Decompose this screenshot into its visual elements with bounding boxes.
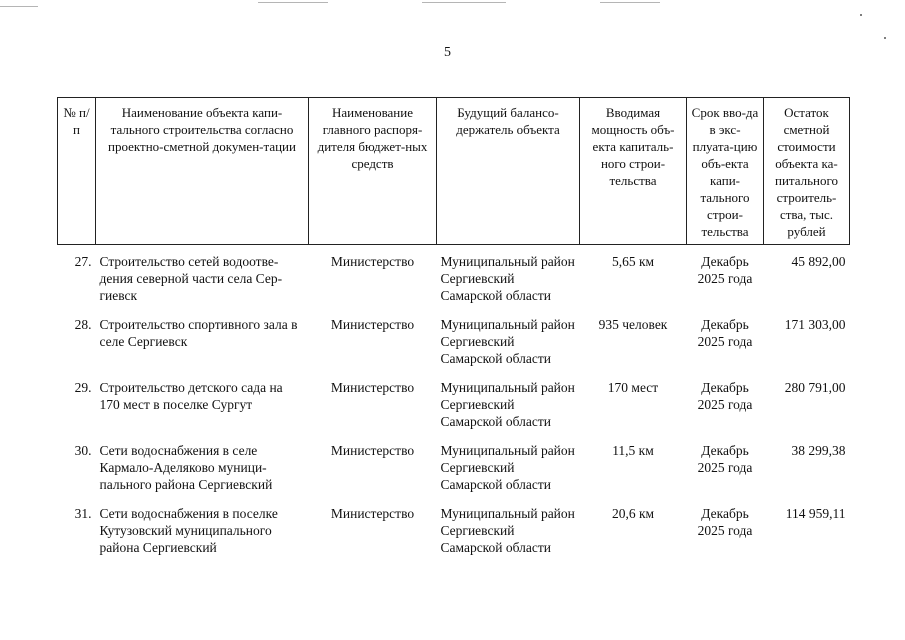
object-name: Сети водоснабжения в поселке Кутузовский муниципального района Сергиевский: [99, 505, 278, 555]
commissioning-term: Декабрь 2025 года: [697, 254, 753, 286]
remaining-cost: 114 959,11: [785, 505, 846, 521]
remaining-cost: 280 791,00: [784, 379, 846, 395]
budget-manager: Министерство: [330, 505, 415, 521]
scan-artifact-line: [0, 6, 38, 7]
table-row: [58, 497, 850, 560]
object-name: Строительство сетей водоотве-дения северной части села Сер-гиевск: [99, 254, 283, 303]
capacity: 11,5 км: [612, 442, 654, 458]
header-object-name: Наименование объекта капи-тального строительства согласно проектно-сметной докумен-тации: [96, 98, 309, 245]
capacity: 935 человек: [598, 316, 668, 332]
scan-artifact-line: [600, 2, 660, 3]
capacity: 20,6 км: [611, 505, 655, 521]
row-number: 27.: [74, 254, 92, 269]
header-capacity: Вводимая мощность объ-екта капиталь-ного строи-тельства: [580, 98, 687, 245]
table-header-row: [58, 98, 850, 245]
header-balance-holder: Будущий балансо-держатель объекта: [437, 98, 580, 245]
object-name: Строительство спортивного зала в селе Сергиевск: [99, 316, 298, 349]
commissioning-term: Декабрь 2025 года: [697, 505, 753, 538]
row-number: 28.: [74, 316, 92, 332]
scan-artifact-line: [422, 2, 506, 3]
table-row: [58, 371, 850, 434]
budget-manager: Министерство: [330, 379, 415, 395]
remaining-cost: 45 892,00: [791, 254, 846, 269]
objects-table: [57, 97, 850, 560]
budget-manager: Министерство: [330, 254, 415, 269]
table-row: [58, 308, 850, 371]
budget-manager: Министерство: [330, 316, 415, 332]
budget-manager: Министерство: [330, 442, 415, 458]
balance-holder: Муниципальный район Сергиевский Самарской области: [440, 379, 575, 429]
row-number: 29.: [74, 379, 92, 395]
header-number: № п/п: [58, 98, 96, 245]
remaining-cost: 38 299,38: [791, 442, 846, 458]
scan-artifact-line: [258, 2, 328, 3]
balance-holder: Муниципальный район Сергиевский Самарской области: [440, 316, 575, 366]
commissioning-term: Декабрь 2025 года: [697, 316, 753, 349]
balance-holder: Муниципальный район Сергиевский Самарской области: [440, 505, 575, 555]
commissioning-term: Декабрь 2025 года: [697, 442, 753, 475]
object-name: Строительство детского сада на 170 мест в поселке Сургут: [99, 379, 283, 412]
row-number: 30.: [74, 442, 92, 458]
header-remaining-cost: Остаток сметной стоимости объекта ка-питального строитель-ства, тыс. рублей: [764, 98, 850, 245]
table-row: [58, 245, 850, 308]
remaining-cost: 171 303,00: [784, 316, 846, 332]
scan-artifact-dot: [884, 37, 886, 39]
scan-artifact-dot: [860, 14, 862, 16]
commissioning-term: Декабрь 2025 года: [697, 379, 753, 412]
balance-holder: Муниципальный район Сергиевский Самарской области: [440, 442, 575, 492]
capacity: 5,65 км: [611, 254, 655, 269]
header-commissioning-term: Срок вво-да в экс-плуата-цию объ-екта капи-тального строи-тельства: [687, 98, 764, 245]
header-budget-manager: Наименование главного распоря-дителя бюджет-ных средств: [309, 98, 437, 245]
balance-holder: Муниципальный район Сергиевский Самарской области: [440, 254, 575, 303]
page-number: 5: [444, 45, 451, 60]
row-number: 31.: [74, 505, 92, 521]
table-row: [58, 434, 850, 497]
capacity: 170 мест: [607, 379, 659, 395]
object-name: Сети водоснабжения в селе Кармало-Аделяково муници-пального района Сергиевский: [99, 442, 273, 492]
